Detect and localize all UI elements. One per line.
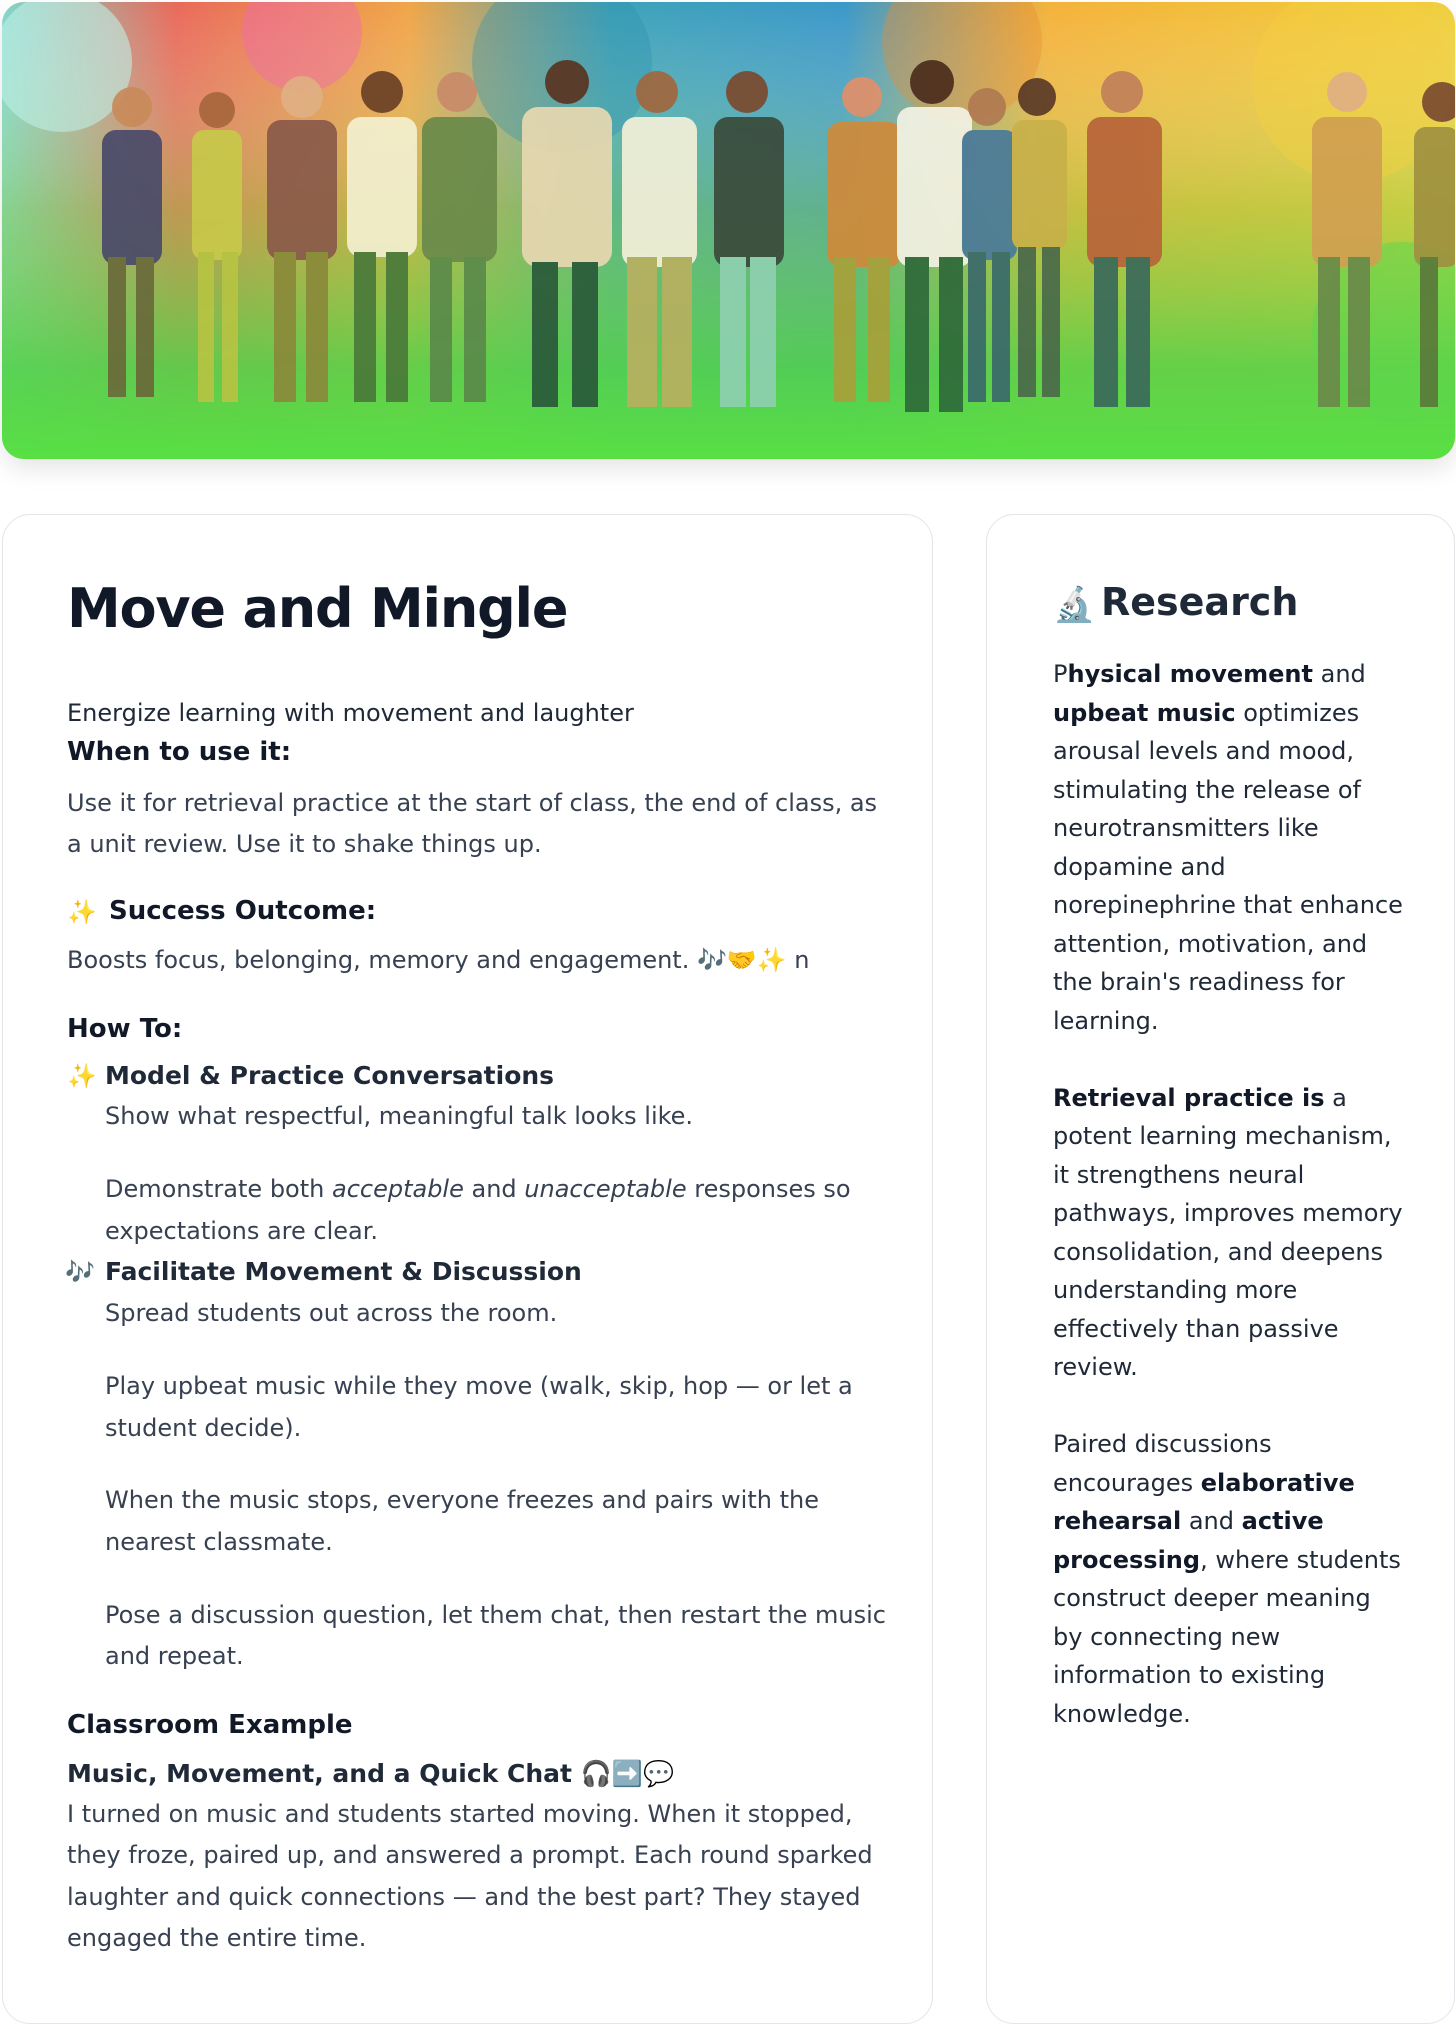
research-line: pathways, improves memory bbox=[1053, 1199, 1403, 1227]
research-line: understanding more bbox=[1053, 1276, 1298, 1304]
success-label: Success Outcome: bbox=[109, 896, 377, 926]
research-line: effectively than passive bbox=[1053, 1315, 1339, 1343]
research-line: encourages elaborative bbox=[1053, 1469, 1355, 1497]
when-text-line: Use it for retrieval practice at the start of class, the end of class, as bbox=[67, 789, 878, 817]
research-line: Retrieval practice is a bbox=[1053, 1084, 1347, 1112]
research-line: upbeat music optimizes bbox=[1053, 699, 1360, 727]
example-title: Music, Movement, and a Quick Chat 🎧➡️💬 bbox=[67, 1759, 675, 1788]
research-line: construct deeper meaning bbox=[1053, 1584, 1371, 1612]
activity-card bbox=[2, 514, 933, 2024]
research-line: it strengthens neural bbox=[1053, 1161, 1305, 1189]
example-text-line: they froze, paired up, and answered a prompt. Each round sparked bbox=[67, 1841, 873, 1869]
step-text: Spread students out across the room. bbox=[105, 1299, 558, 1327]
research-line: Paired discussions bbox=[1053, 1430, 1272, 1458]
step-text: When the music stops, everyone freezes and pairs with the bbox=[105, 1486, 819, 1514]
step-text: expectations are clear. bbox=[105, 1217, 379, 1245]
example-text-line: engaged the entire time. bbox=[67, 1924, 367, 1952]
research-line: norepinephrine that enhance bbox=[1053, 891, 1403, 919]
sparkles-icon: ✨ bbox=[67, 898, 97, 926]
research-card bbox=[986, 514, 1455, 2024]
research-line: information to existing bbox=[1053, 1661, 1326, 1689]
step-text: nearest classmate. bbox=[105, 1528, 333, 1556]
research-line: potent learning mechanism, bbox=[1053, 1122, 1392, 1150]
success-text: Boosts focus, belonging, memory and engagement. 🎶🤝✨ n bbox=[67, 946, 810, 974]
research-line: by connecting new bbox=[1053, 1623, 1281, 1651]
when-label: When to use it: bbox=[67, 737, 292, 767]
step-text: Pose a discussion question, let them chat, then restart the music bbox=[105, 1601, 886, 1629]
activity-tagline: Energize learning with movement and laughter bbox=[67, 699, 634, 727]
when-text-line: a unit review. Use it to shake things up. bbox=[67, 830, 542, 858]
research-line: consolidation, and deepens bbox=[1053, 1238, 1384, 1266]
research-line: learning. bbox=[1053, 1007, 1159, 1035]
research-line: attention, motivation, and bbox=[1053, 930, 1368, 958]
step-text: Play upbeat music while they move (walk, skip, hop — or let a bbox=[105, 1372, 853, 1400]
sparkles-icon: ✨ bbox=[67, 1062, 97, 1090]
example-label: Classroom Example bbox=[67, 1710, 353, 1740]
step-text: Demonstrate both acceptable and unacceptable responses so bbox=[105, 1175, 851, 1203]
research-line: stimulating the release of bbox=[1053, 776, 1361, 804]
research-line: rehearsal and active bbox=[1053, 1507, 1324, 1535]
students-illustration bbox=[2, 2, 1455, 459]
research-line: knowledge. bbox=[1053, 1700, 1191, 1728]
example-text-line: I turned on music and students started moving. When it stopped, bbox=[67, 1800, 853, 1828]
music-notes-icon: 🎶 bbox=[65, 1258, 95, 1286]
headphones-arrow-speech-icons: 🎧➡️💬 bbox=[580, 1759, 675, 1788]
research-line: neurotransmitters like bbox=[1053, 814, 1319, 842]
research-line: the brain's readiness for bbox=[1053, 968, 1345, 996]
step-text: student decide). bbox=[105, 1414, 302, 1442]
research-line: processing, where students bbox=[1053, 1546, 1401, 1574]
howto-label: How To: bbox=[67, 1014, 183, 1044]
step-title: Model & Practice Conversations bbox=[105, 1061, 555, 1090]
activity-title: Move and Mingle bbox=[67, 577, 568, 640]
success-emojis: 🎶🤝✨ bbox=[697, 946, 787, 974]
research-line: Physical movement and bbox=[1053, 660, 1366, 688]
example-text-line: laughter and quick connections — and the best part? They stayed bbox=[67, 1883, 861, 1911]
step-text: and repeat. bbox=[105, 1642, 244, 1670]
step-title: Facilitate Movement & Discussion bbox=[105, 1257, 582, 1286]
research-line: review. bbox=[1053, 1353, 1138, 1381]
research-line: dopamine and bbox=[1053, 853, 1226, 881]
research-title: Research bbox=[1101, 580, 1299, 624]
step-text: Show what respectful, meaningful talk looks like. bbox=[105, 1102, 694, 1130]
microscope-icon: 🔬 bbox=[1053, 585, 1096, 625]
research-line: arousal levels and mood, bbox=[1053, 737, 1355, 765]
hero-image bbox=[2, 2, 1455, 459]
